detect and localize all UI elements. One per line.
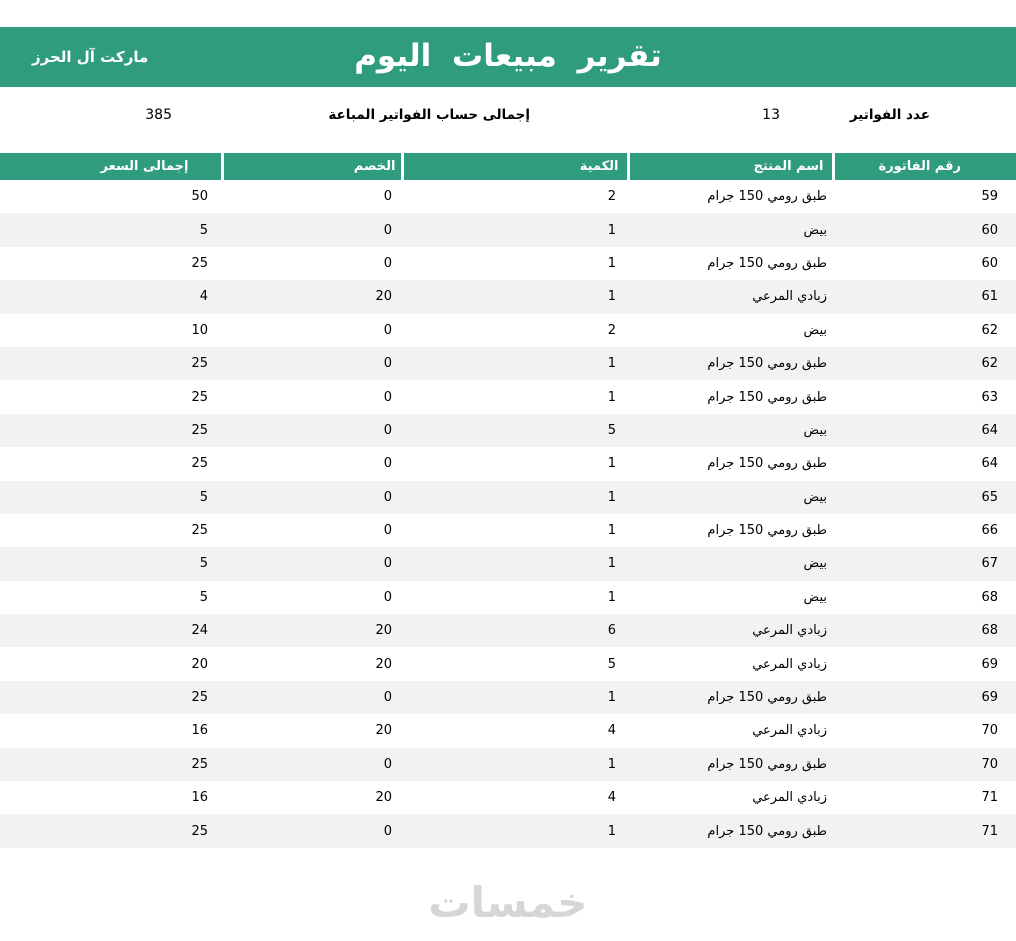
invoice-number-cell: 59 — [981, 189, 998, 205]
table-row — [0, 213, 1016, 246]
invoice-number-cell: 60 — [981, 255, 998, 271]
discount-cell: 0 — [383, 389, 392, 405]
column-header-discount: الخصم — [222, 153, 402, 180]
quantity-cell: 1 — [607, 222, 616, 238]
table-row — [0, 481, 1016, 514]
table-row — [0, 347, 1016, 380]
invoice-number-cell: 70 — [981, 723, 998, 739]
quantity-cell: 1 — [607, 389, 616, 405]
discount-cell: 20 — [375, 289, 392, 305]
quantity-cell: 4 — [607, 790, 616, 806]
invoice-number-cell: 69 — [981, 656, 998, 672]
invoice-number-cell: 64 — [981, 422, 998, 438]
product-name-cell: طبق رومي 150 جرام — [707, 356, 827, 372]
total-price-cell: 5 — [199, 489, 208, 505]
product-name-cell: طبق رومي 150 جرام — [707, 690, 827, 706]
total-price-cell: 25 — [191, 422, 208, 438]
invoice-number-cell: 62 — [981, 356, 998, 372]
table-row — [0, 781, 1016, 814]
discount-cell: 0 — [383, 356, 392, 372]
quantity-cell: 2 — [607, 322, 616, 338]
product-name-cell: طبق رومي 150 جرام — [707, 389, 827, 405]
product-name-cell: بيض — [803, 222, 827, 238]
invoices-total-value: 385 — [145, 107, 172, 123]
total-price-cell: 25 — [191, 255, 208, 271]
table-row — [0, 447, 1016, 480]
quantity-cell: 6 — [607, 623, 616, 639]
product-name-cell: بيض — [803, 589, 827, 605]
discount-cell: 0 — [383, 756, 392, 772]
invoice-number-cell: 68 — [981, 589, 998, 605]
product-name-cell: طبق رومي 150 جرام — [707, 523, 827, 539]
total-price-cell: 16 — [191, 790, 208, 806]
product-name-cell: زبادي المرعي — [752, 723, 827, 739]
invoice-number-cell: 69 — [981, 690, 998, 706]
total-price-cell: 5 — [199, 222, 208, 238]
total-price-cell: 20 — [191, 656, 208, 672]
invoice-number-cell: 71 — [981, 823, 998, 839]
report-title: تقرير مبيعات اليوم — [354, 38, 662, 74]
discount-cell: 0 — [383, 255, 392, 271]
product-name-cell: زبادي المرعي — [752, 623, 827, 639]
invoice-number-cell: 67 — [981, 556, 998, 572]
invoice-number-cell: 60 — [981, 222, 998, 238]
quantity-cell: 2 — [607, 189, 616, 205]
table-row — [0, 714, 1016, 747]
quantity-cell: 5 — [607, 656, 616, 672]
total-price-cell: 24 — [191, 623, 208, 639]
invoice-number-cell: 71 — [981, 790, 998, 806]
watermark-logo: خمسات — [428, 878, 588, 927]
table-row — [0, 180, 1016, 213]
discount-cell: 0 — [383, 523, 392, 539]
quantity-cell: 1 — [607, 823, 616, 839]
invoice-count-label: عدد الفواتير — [849, 107, 930, 123]
quantity-cell: 1 — [607, 523, 616, 539]
discount-cell: 0 — [383, 823, 392, 839]
table-row — [0, 414, 1016, 447]
discount-cell: 0 — [383, 589, 392, 605]
total-price-cell: 25 — [191, 823, 208, 839]
quantity-cell: 1 — [607, 255, 616, 271]
table-row — [0, 647, 1016, 680]
report-header — [0, 27, 1016, 87]
product-name-cell: طبق رومي 150 جرام — [707, 189, 827, 205]
total-price-cell: 5 — [199, 556, 208, 572]
discount-cell: 0 — [383, 456, 392, 472]
table-row — [0, 314, 1016, 347]
discount-cell: 0 — [383, 489, 392, 505]
product-name-cell: بيض — [803, 556, 827, 572]
invoice-number-cell: 62 — [981, 322, 998, 338]
product-name-cell: بيض — [803, 322, 827, 338]
table-row — [0, 514, 1016, 547]
discount-cell: 0 — [383, 556, 392, 572]
table-row — [0, 547, 1016, 580]
quantity-cell: 4 — [607, 723, 616, 739]
product-name-cell: زبادي المرعي — [752, 790, 827, 806]
discount-cell: 20 — [375, 723, 392, 739]
discount-cell: 20 — [375, 656, 392, 672]
discount-cell: 0 — [383, 189, 392, 205]
total-price-cell: 25 — [191, 456, 208, 472]
table-row — [0, 681, 1016, 714]
quantity-cell: 1 — [607, 690, 616, 706]
product-name-cell: زبادي المرعي — [752, 656, 827, 672]
table-header-row — [0, 153, 1016, 180]
invoice-number-cell: 65 — [981, 489, 998, 505]
column-header-total-price: إجمالى السعر — [0, 153, 222, 180]
summary-bar — [0, 87, 1016, 153]
quantity-cell: 5 — [607, 422, 616, 438]
total-price-cell: 5 — [199, 589, 208, 605]
total-price-cell: 25 — [191, 756, 208, 772]
quantity-cell: 1 — [607, 456, 616, 472]
quantity-cell: 1 — [607, 356, 616, 372]
total-price-cell: 4 — [199, 289, 208, 305]
table-row — [0, 380, 1016, 413]
invoices-total-label: إجمالى حساب الفواتير المباعة — [328, 107, 530, 123]
invoice-number-cell: 64 — [981, 456, 998, 472]
discount-cell: 20 — [375, 623, 392, 639]
total-price-cell: 25 — [191, 523, 208, 539]
total-price-cell: 25 — [191, 356, 208, 372]
total-price-cell: 25 — [191, 389, 208, 405]
quantity-cell: 1 — [607, 756, 616, 772]
quantity-cell: 1 — [607, 489, 616, 505]
column-header-quantity: الكمية — [402, 153, 628, 180]
sales-table-body — [0, 180, 1016, 848]
product-name-cell: طبق رومي 150 جرام — [707, 255, 827, 271]
table-row — [0, 581, 1016, 614]
sales-table — [0, 153, 1016, 848]
invoice-number-cell: 66 — [981, 523, 998, 539]
product-name-cell: زبادي المرعي — [752, 289, 827, 305]
product-name-cell: طبق رومي 150 جرام — [707, 756, 827, 772]
table-row — [0, 748, 1016, 781]
table-row — [0, 280, 1016, 313]
product-name-cell: طبق رومي 150 جرام — [707, 456, 827, 472]
discount-cell: 20 — [375, 790, 392, 806]
invoice-number-cell: 61 — [981, 289, 998, 305]
invoice-number-cell: 68 — [981, 623, 998, 639]
invoice-number-cell: 70 — [981, 756, 998, 772]
table-row — [0, 614, 1016, 647]
total-price-cell: 10 — [191, 322, 208, 338]
quantity-cell: 1 — [607, 589, 616, 605]
table-row — [0, 814, 1016, 847]
product-name-cell: بيض — [803, 422, 827, 438]
total-price-cell: 16 — [191, 723, 208, 739]
discount-cell: 0 — [383, 690, 392, 706]
invoice-number-cell: 63 — [981, 389, 998, 405]
discount-cell: 0 — [383, 422, 392, 438]
quantity-cell: 1 — [607, 289, 616, 305]
product-name-cell: طبق رومي 150 جرام — [707, 823, 827, 839]
quantity-cell: 1 — [607, 556, 616, 572]
product-name-cell: بيض — [803, 489, 827, 505]
column-header-product-name: اسم المنتج — [628, 153, 833, 180]
market-name: ماركت آل الحرز — [32, 48, 149, 66]
invoice-count-value: 13 — [762, 107, 780, 123]
discount-cell: 0 — [383, 222, 392, 238]
total-price-cell: 50 — [191, 189, 208, 205]
column-header-invoice-number: رقم الفاتورة — [833, 153, 1016, 180]
table-row — [0, 247, 1016, 280]
discount-cell: 0 — [383, 322, 392, 338]
total-price-cell: 25 — [191, 690, 208, 706]
top-strip — [0, 0, 1016, 27]
